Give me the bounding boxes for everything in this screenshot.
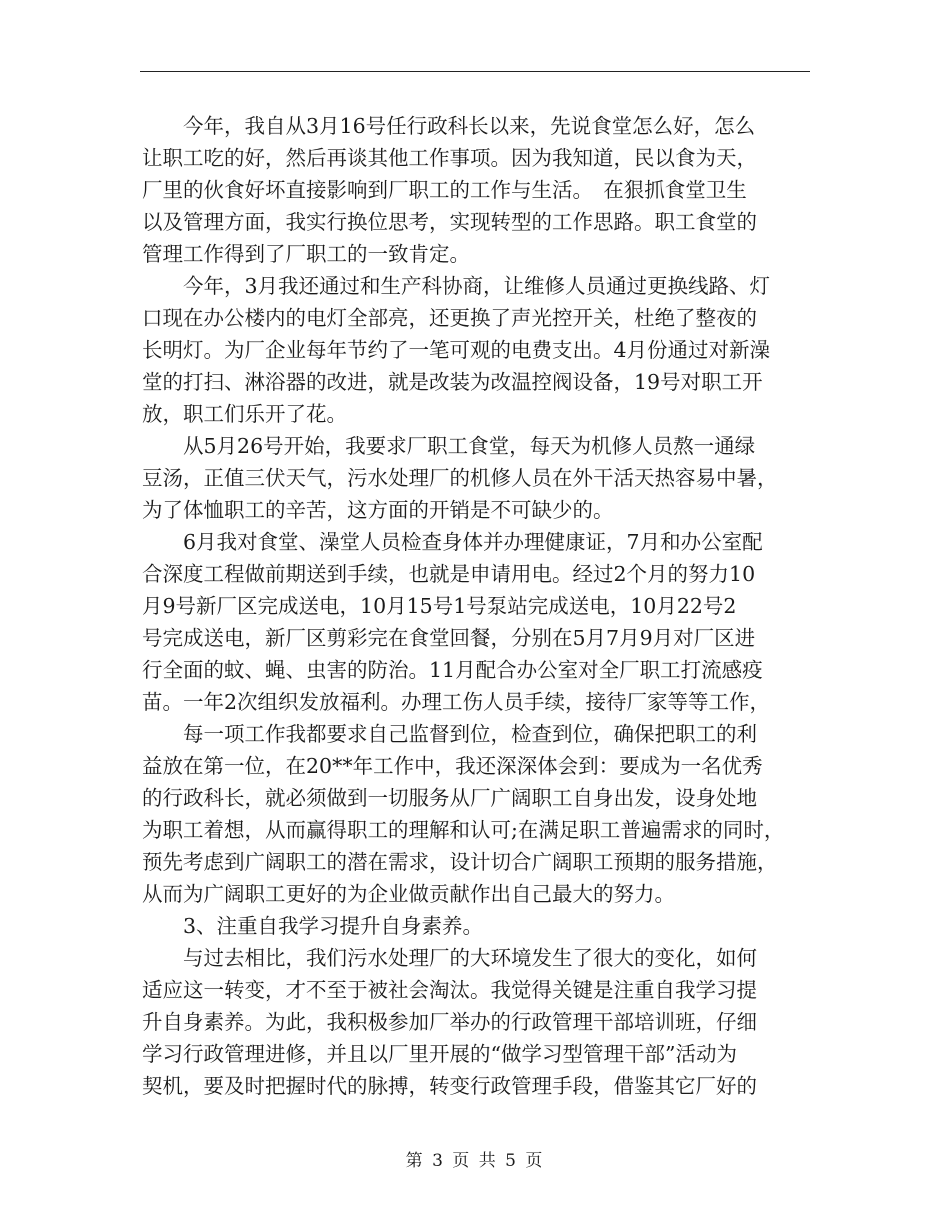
body-text xyxy=(142,110,810,1102)
text-line: 升自身素养。为此，我积极参加厂举办的行政管理干部培训班，仔细 xyxy=(142,1010,757,1034)
text-line: 适应这一转变，才不至于被社会淘汰。我觉得关键是注重自我学习提 xyxy=(142,978,757,1002)
text-line: 长明灯。为厂企业每年节约了一笔可观的电费支出。4月份通过对新澡 xyxy=(142,338,771,362)
text-line: 今年，我自从3月16号任行政科长以来，先说食堂怎么好，怎么 xyxy=(142,114,756,138)
text-line: 今年，3月我还通过和生产科协商，让维修人员通过更换线路、灯 xyxy=(142,274,771,298)
text-line: 堂的打扫、淋浴器的改进，就是改装为改温控阀设备，19号对职工开 xyxy=(142,370,763,394)
text-line: 从而为广阔职工更好的为企业做贡献作出自己最大的努力。 xyxy=(142,882,675,906)
page-footer: 第 3 页 共 5 页 xyxy=(405,1151,545,1171)
text-line: 以及管理方面，我实行换位思考，实现转型的工作思路。职工食堂的 xyxy=(142,210,757,234)
text-line: 益放在第一位，在20**年工作中，我还深深体会到：要成为一名优秀 xyxy=(142,754,763,778)
text-line: 为职工着想，从而赢得职工的理解和认可;在满足职工普遍需求的同时， xyxy=(142,818,785,842)
text-line: 合深度工程做前期送到手续，也就是申请用电。经过2个月的努力10 xyxy=(142,562,756,586)
text-line: 为了体恤职工的辛苦，这方面的开销是不可缺少的。 xyxy=(142,498,614,522)
header-rule xyxy=(140,71,810,72)
text-line: 契机，要及时把握时代的脉搏，转变行政管理手段，借鉴其它厂好的 xyxy=(142,1074,757,1098)
text-line: 让职工吃的好，然后再谈其他工作事项。因为我知道，民以食为天， xyxy=(142,146,757,170)
text-line: 每一项工作我都要求自己监督到位，检查到位，确保把职工的利 xyxy=(142,722,757,746)
text-line: 3、注重自我学习提升自身素养。 xyxy=(142,914,484,938)
text-line: 月9号新厂区完成送电，10月15号1号泵站完成送电，10月22号2 xyxy=(142,594,737,618)
text-line: 的行政科长，就必须做到一切服务从厂广阔职工自身出发，设身处地 xyxy=(142,786,757,810)
text-line: 管理工作得到了厂职工的一致肯定。 xyxy=(142,242,470,266)
text-line: 口现在办公楼内的电灯全部亮，还更换了声光控开关，杜绝了整夜的 xyxy=(142,306,757,330)
text-line: 号完成送电，新厂区剪彩完在食堂回餐，分别在5月7月9月对厂区进 xyxy=(142,626,756,650)
text-line: 苗。一年2次组织发放福利。办理工伤人员手续，接待厂家等等工作， xyxy=(142,690,771,714)
text-line: 学习行政管理进修，并且以厂里开展的“做学习型管理干部”活动为 xyxy=(142,1042,737,1066)
text-line: 6月我对食堂、澡堂人员检查身体并办理健康证，7月和办公室配 xyxy=(142,530,763,554)
text-line: 预先考虑到广阔职工的潜在需求，设计切合广阔职工预期的服务措施， xyxy=(142,850,778,874)
text-line: 豆汤，正值三伏天气，污水处理厂的机修人员在外干活天热容易中暑， xyxy=(142,466,778,490)
text-line: 放，职工们乐开了花。 xyxy=(142,402,347,426)
text-line: 厂里的伙食好坏直接影响到厂职工的工作与生活。 在狠抓食堂卫生 xyxy=(142,178,747,202)
text-line: 行全面的蚊、蝇、虫害的防治。11月配合办公室对全厂职工打流感疫 xyxy=(142,658,763,682)
text-line: 从5月26号开始，我要求厂职工食堂，每天为机修人员熬一通绿 xyxy=(142,434,756,458)
text-line: 与过去相比，我们污水处理厂的大环境发生了很大的变化，如何 xyxy=(142,946,757,970)
